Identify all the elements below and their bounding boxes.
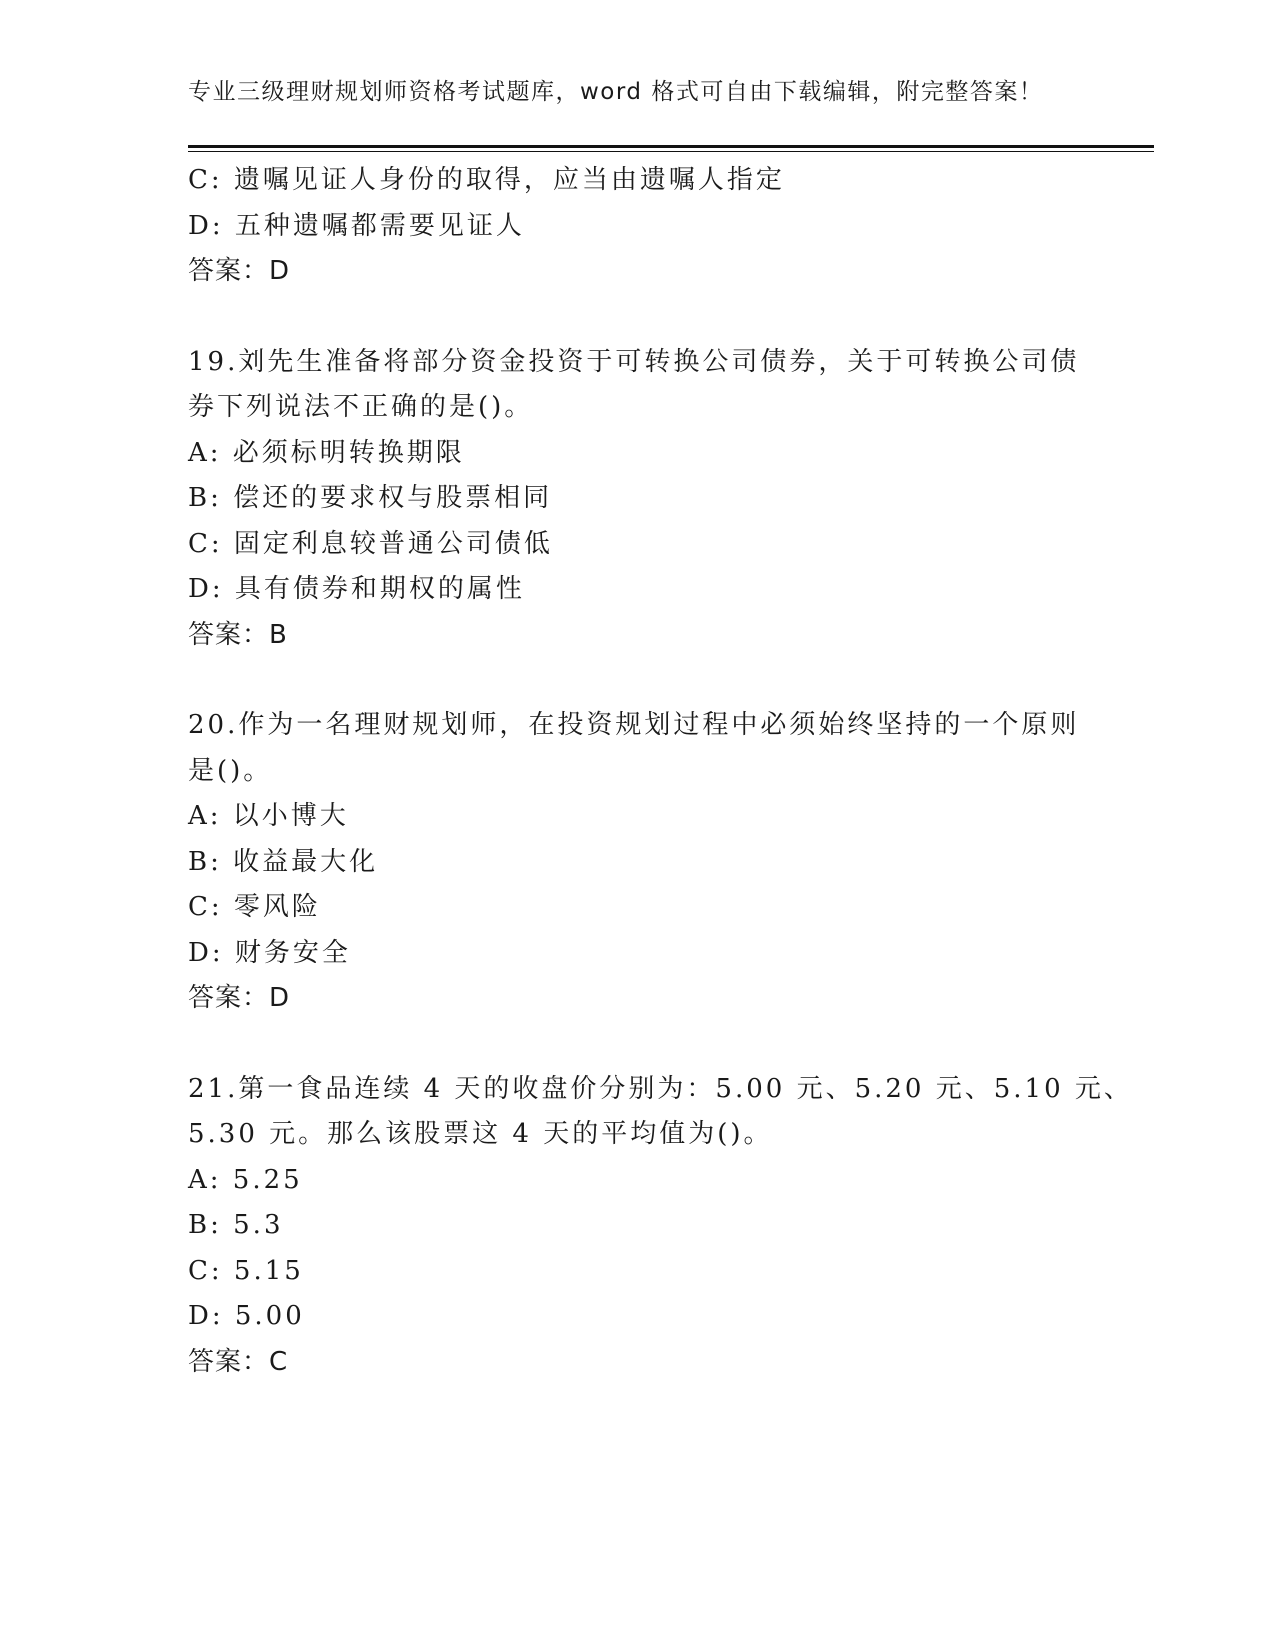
question-stem-line: 21.第一食品连续 4 天的收盘价分别为：5.00 元、5.20 元、5.10 元、	[188, 1073, 1133, 1104]
answer-line: 答案：B	[188, 619, 288, 650]
page-header: 专业三级理财规划师资格考试题库，word 格式可自由下载编辑，附完整答案！	[188, 79, 1044, 105]
question-21	[188, 1067, 1133, 1386]
question-20	[188, 703, 1088, 1022]
option-c: C: 遗嘱见证人身份的取得，应当由遗嘱人指定	[188, 165, 785, 195]
option-a: A: 5.25	[188, 1164, 303, 1195]
question-stem-line: 5.30 元。那么该股票这 4 天的平均值为()。	[188, 1119, 773, 1149]
option-b: B: 收益最大化	[188, 846, 379, 877]
question-stem-line: 19.刘先生准备将部分资金投资于可转换公司债券，关于可转换公司债	[188, 346, 1080, 377]
question-stem-line: 20.作为一名理财规划师，在投资规划过程中必须始终坚持的一个原则	[188, 710, 1080, 740]
option-a: A: 必须标明转换期限	[188, 437, 465, 468]
option-d: D: 5.00	[188, 1301, 305, 1331]
answer-line: 答案：C	[188, 1346, 289, 1377]
question-stem-line: 是()。	[188, 755, 273, 786]
question-19	[188, 340, 1088, 659]
header-rule-thin	[188, 151, 1154, 152]
option-b: B: 偿还的要求权与股票相同	[188, 483, 553, 513]
answer-line: 答案：D	[188, 983, 291, 1013]
option-b: B: 5.3	[188, 1210, 284, 1240]
lead-question-fragment	[188, 158, 1088, 295]
question-stem-line: 券下列说法不正确的是()。	[188, 392, 534, 422]
answer-line: 答案：D	[188, 256, 291, 286]
option-d: D: 财务安全	[188, 937, 351, 968]
option-d: D: 具有债券和期权的属性	[188, 574, 525, 604]
option-c: C: 固定利息较普通公司债低	[188, 528, 553, 559]
option-c: C: 5.15	[188, 1255, 304, 1286]
document-body	[188, 158, 1133, 1430]
option-a: A: 以小博大	[188, 801, 349, 831]
option-d: D: 五种遗嘱都需要见证人	[188, 210, 525, 241]
option-c: C: 零风险	[188, 892, 321, 922]
header-rule-thick	[188, 145, 1154, 148]
